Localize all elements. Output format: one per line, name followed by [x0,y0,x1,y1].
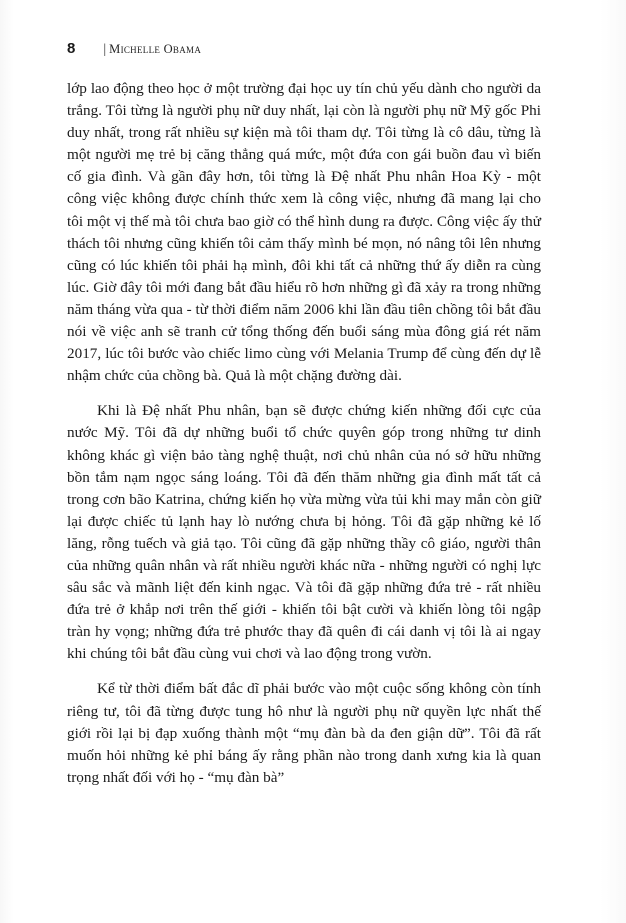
running-head-author: Michelle Obama [109,42,202,56]
page-number: 8 [67,40,76,57]
body-text [67,78,541,789]
paragraph-2: Khi là Đệ nhất Phu nhân, bạn sẽ được chứng kiến những đối cực của nước Mỹ. Tôi đã dự những buổi tổ chức quyên góp trong những tư dinh không khác gì viện bảo tàng nghệ thuật, nơi chủ nhân của nó sở hữu những bồn tắm nạm ngọc sáng loáng. Tôi đã đến thăm những gia đình mất tất cả trong cơn bão Katrina, chứng kiến họ vừa mừng vừa tủi khi may mắn còn giữ lại được chiếc tủ lạnh hay lò nướng chưa bị hỏng. Tôi đã gặp những kẻ lố lăng, rỗng tuếch và giả tạo. Tôi cũng đã gặp những thầy cô giáo, người thân của những quân nhân và rất nhiều người khác nữa - những người có nghị lực sâu sắc và mãnh liệt đến kinh ngạc. Và tôi đã gặp những đứa trẻ - rất nhiều đứa trẻ ở khắp nơi trên thế giới - khiến tôi bật cười và khiến lòng tôi ngập tràn hy vọng; những đứa trẻ phước thay đã quên đi cái danh vị tôi là ai ngay khi chúng tôi bắt đầu cùng vui chơi và lao động trong vườn. [67,402,541,663]
page-header [67,40,201,60]
paragraph-3: Kể từ thời điểm bất đắc dĩ phải bước vào một cuộc sống không còn tính riêng tư, tôi đã từng được tung hô như là người phụ nữ quyền lực nhất thế giới rồi lại bị đạp xuống thành một “mụ đàn bà da đen giận dữ”. Tôi đã rất muốn hỏi những kẻ phỉ báng ấy rằng phần nào trong danh xưng kia là quan trọng nhất đối với họ - “mụ đàn bà” [67,680,541,786]
header-separator: | [103,42,107,57]
paragraph-1: lớp lao động theo học ở một trường đại học uy tín chủ yếu dành cho người da trắng. Tôi từng là người phụ nữ duy nhất, lại còn là người phụ nữ Mỹ gốc Phi duy nhất, trong rất nhiều sự kiện mà tôi tham dự. Tôi từng là cô dâu, từng là một người mẹ trẻ bị căng thẳng quá mức, một đứa con gái buồn đau vì biến cố gia đình. Và gần đây hơn, tôi từng là Đệ nhất Phu nhân Hoa Kỳ - một công việc không được chính thức xem là công việc, nhưng đã mang lại cho tôi một vị thế mà tôi chưa bao giờ có thể hình dung ra được. Công việc ấy thử thách tôi nhưng cũng khiến tôi cảm thấy mình bé mọn, nó nâng tôi lên nhưng cũng có lúc khiến tôi phải hạ mình, đôi khi tất cả những thứ ấy diễn ra cùng lúc. Giờ đây tôi mới đang bắt đầu hiểu rõ hơn những gì đã xảy ra trong những năm tháng vừa qua - từ thời điểm năm 2006 khi lần đầu tiên chồng tôi bắt đầu nói về việc anh sẽ tranh cử tổng thống đến buổi sáng mùa đông giá rét năm 2017, lúc tôi bước vào chiếc limo cùng với Melania Trump để cùng đến dự lễ nhậm chức của chồng bà. Quả là một chặng đường dài. [67,80,541,385]
